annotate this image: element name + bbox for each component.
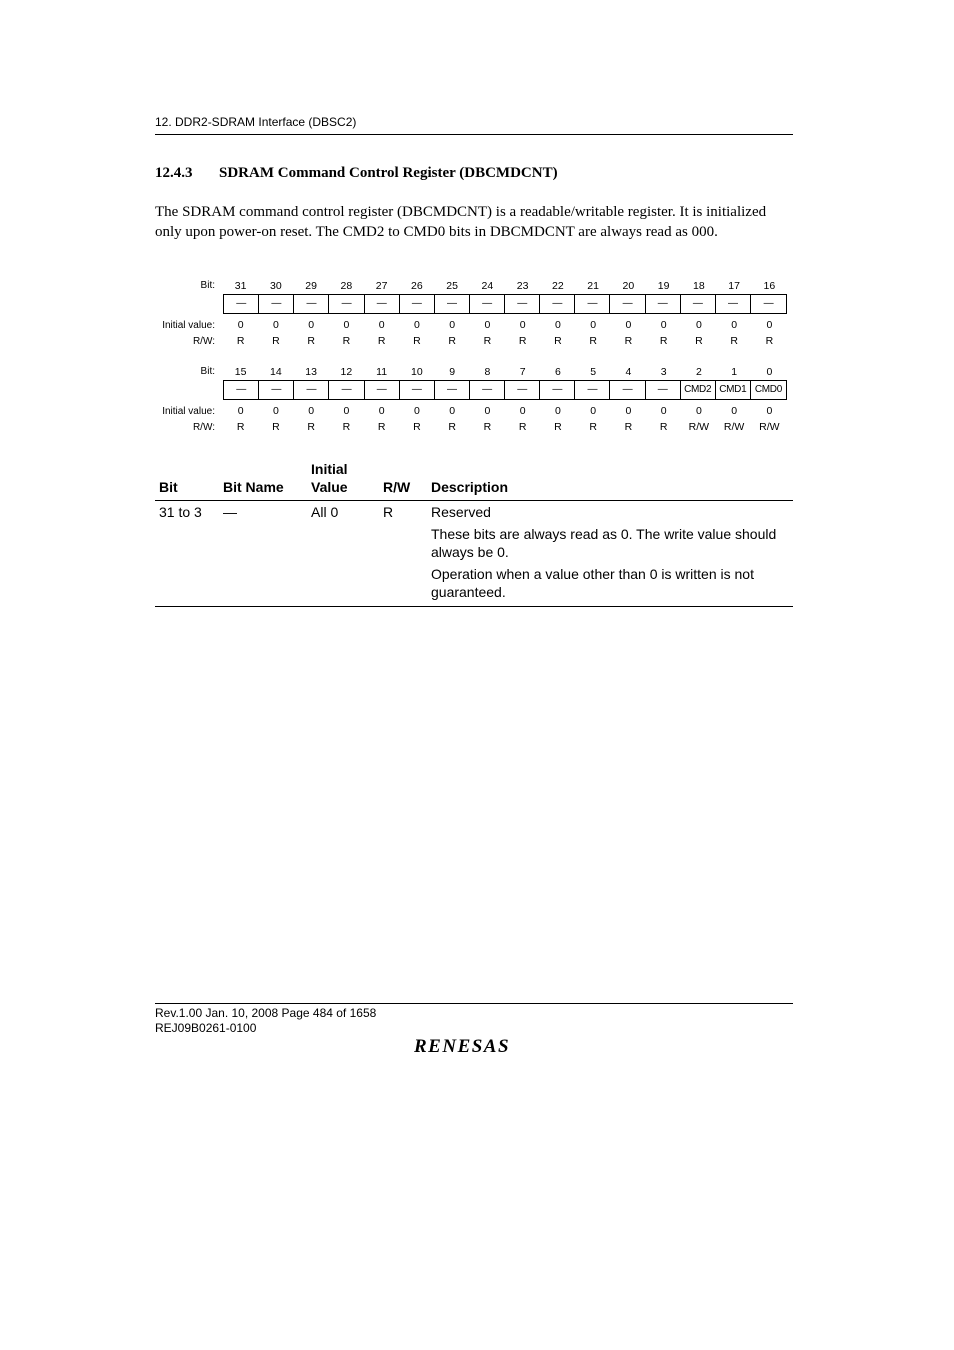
rw-value: R xyxy=(730,335,738,347)
initial-value: 0 xyxy=(731,405,738,417)
rw-value: R xyxy=(659,421,668,433)
bit-number: 12 xyxy=(340,366,353,378)
rw-value: R xyxy=(589,335,597,347)
initial-value-label: Initial value: xyxy=(162,320,215,331)
initial-value: 0 xyxy=(695,319,702,331)
bit-name-cell: — xyxy=(435,295,470,313)
rw-value: R xyxy=(659,335,668,347)
initial-value: 0 xyxy=(731,319,738,331)
initial-value: 0 xyxy=(554,319,561,331)
bit-name-cell: — xyxy=(224,295,259,313)
bit-name-cell: — xyxy=(329,381,364,399)
initial-value: 0 xyxy=(660,319,667,331)
rw-value: R xyxy=(518,335,527,347)
rw-value: R xyxy=(624,421,633,433)
rw-value: R xyxy=(624,335,633,347)
bit-name-cell: — xyxy=(505,295,540,313)
bit-number: 10 xyxy=(411,366,423,378)
svg-text:RENESAS: RENESAS xyxy=(414,1036,511,1056)
header-rw: R/W xyxy=(383,479,411,495)
header-description: Description xyxy=(431,479,509,495)
initial-value: 0 xyxy=(413,319,420,331)
rw-value: R xyxy=(413,421,421,433)
bit-name-cell: — xyxy=(400,295,435,313)
rw-value: R xyxy=(483,421,492,433)
rw-label: R/W: xyxy=(192,422,215,433)
footer-doc-number: REJ09B0261-0100 xyxy=(155,1021,257,1035)
header-value: Value xyxy=(311,479,348,495)
bit-number: 29 xyxy=(305,280,317,292)
bit-number-row xyxy=(223,366,787,378)
bit-number: 1 xyxy=(731,366,738,378)
bit-name-cell: — xyxy=(224,381,259,399)
table-header-rule xyxy=(155,500,793,501)
header-initial: Initial xyxy=(311,461,348,477)
rw-value: R xyxy=(483,335,492,347)
initial-value: 0 xyxy=(413,405,420,417)
initial-value: 0 xyxy=(272,405,279,417)
bit-number: 4 xyxy=(625,366,632,378)
bit-name-cell: — xyxy=(540,381,575,399)
initial-value-row xyxy=(223,319,787,331)
bit-number: 18 xyxy=(693,280,705,292)
bit-number: 27 xyxy=(375,280,388,292)
rw-value: R/W xyxy=(688,421,710,433)
rw-value: R xyxy=(413,335,421,347)
bit-name-cell: — xyxy=(610,381,645,399)
register-diagram-lower xyxy=(155,366,795,436)
bit-number: 17 xyxy=(728,280,740,292)
bit-name-cell: — xyxy=(259,295,294,313)
rw-value: R xyxy=(695,335,703,347)
bit-name-row xyxy=(223,380,787,400)
row-description-title: Reserved xyxy=(431,504,491,520)
bit-name-cell: — xyxy=(365,381,400,399)
bit-name-cell: — xyxy=(646,381,681,399)
initial-value: 0 xyxy=(308,405,315,417)
rw-value: R xyxy=(307,421,315,433)
initial-value-label: Initial value: xyxy=(162,406,215,417)
bit-name-cell: — xyxy=(716,295,751,313)
rw-value: R xyxy=(236,421,245,433)
bit-number: 31 xyxy=(234,280,247,292)
bit-number: 28 xyxy=(340,280,353,292)
rw-value: R xyxy=(448,421,456,433)
row-bit: 31 to 3 xyxy=(159,504,202,520)
bit-number: 15 xyxy=(234,366,247,378)
rw-value: R xyxy=(554,335,562,347)
bit-name-cell: — xyxy=(681,295,716,313)
bit-name-cell: — xyxy=(329,295,364,313)
section-number: 12.4.3 xyxy=(155,165,193,181)
initial-value: 0 xyxy=(519,405,526,417)
bit-number: 20 xyxy=(622,280,635,292)
initial-value: 0 xyxy=(484,319,491,331)
initial-value: 0 xyxy=(519,319,526,331)
initial-value: 0 xyxy=(484,405,491,417)
initial-value: 0 xyxy=(766,405,773,417)
table-bottom-rule xyxy=(155,606,793,607)
running-header: 12. DDR2-SDRAM Interface (DBSC2) xyxy=(155,115,357,129)
bit-label: Bit: xyxy=(200,280,215,291)
initial-value: 0 xyxy=(625,405,632,417)
bit-number: 21 xyxy=(587,280,599,292)
rw-value: R/W xyxy=(759,421,780,433)
rw-row xyxy=(223,421,787,433)
bit-number: 7 xyxy=(519,366,526,378)
bit-name-cell: — xyxy=(400,381,435,399)
initial-value: 0 xyxy=(625,319,632,331)
section-title xyxy=(155,165,558,182)
bit-label: Bit: xyxy=(200,366,215,377)
bit-name-cell: — xyxy=(575,295,610,313)
rw-value: R xyxy=(342,335,351,347)
intro-paragraph xyxy=(155,202,793,242)
bit-name-cell: — xyxy=(470,381,505,399)
bit-number: 11 xyxy=(376,366,388,378)
rw-value: R xyxy=(377,335,386,347)
bit-number: 13 xyxy=(305,366,317,378)
bit-name-cell: — xyxy=(294,295,329,313)
bit-number-row xyxy=(223,280,787,292)
bit-name-cell: — xyxy=(575,381,610,399)
bit-number: 6 xyxy=(554,366,561,378)
rw-value: R xyxy=(272,335,280,347)
rw-value: R xyxy=(518,421,527,433)
initial-value: 0 xyxy=(237,405,244,417)
bit-name-cell-cmd1: CMD1 xyxy=(716,381,751,399)
bit-name-cell: — xyxy=(505,381,540,399)
initial-value: 0 xyxy=(343,405,350,417)
rw-value: R xyxy=(342,421,351,433)
rw-value: R xyxy=(377,421,386,433)
initial-value: 0 xyxy=(449,319,456,331)
footer-rule xyxy=(155,1003,793,1004)
bit-number: 0 xyxy=(766,366,773,378)
header-bit-name: Bit Name xyxy=(223,479,284,495)
initial-value: 0 xyxy=(378,405,385,417)
bit-number: 30 xyxy=(270,280,282,292)
bit-name-cell-cmd2: CMD2 xyxy=(681,381,716,399)
register-diagram-upper xyxy=(155,280,795,350)
initial-value: 0 xyxy=(237,319,244,331)
bit-name-row xyxy=(223,294,787,314)
bit-name-cell-cmd0: CMD0 xyxy=(754,384,782,395)
section-heading: SDRAM Command Control Register (DBCMDCNT) xyxy=(219,165,558,181)
rw-value: R xyxy=(272,421,280,433)
rw-value: R xyxy=(589,421,597,433)
initial-value-row xyxy=(223,405,787,417)
initial-value: 0 xyxy=(308,319,315,331)
renesas-logo xyxy=(414,1036,534,1061)
initial-value: 0 xyxy=(695,405,702,417)
bit-number: 19 xyxy=(657,280,670,292)
header-bit: Bit xyxy=(159,479,178,495)
initial-value: 0 xyxy=(449,405,456,417)
initial-value: 0 xyxy=(590,405,597,417)
rw-value: R xyxy=(236,335,245,347)
bit-number: 22 xyxy=(552,280,564,292)
bit-number: 5 xyxy=(590,366,597,378)
row-initial: All 0 xyxy=(311,504,339,520)
bit-number: 14 xyxy=(270,366,282,378)
rw-value: R xyxy=(307,335,315,347)
bit-name-cell: — xyxy=(259,381,294,399)
bit-number: 23 xyxy=(516,280,529,292)
rw-row xyxy=(223,335,787,347)
bit-name-cell: — xyxy=(610,295,645,313)
rw-value: R xyxy=(765,335,774,347)
bit-name-cell: — xyxy=(365,295,400,313)
bit-number: 16 xyxy=(763,280,776,292)
header-rule xyxy=(155,134,793,135)
initial-value: 0 xyxy=(343,319,350,331)
initial-value: 0 xyxy=(378,319,385,331)
renesas-logo-icon xyxy=(414,1036,534,1056)
row-description-line: These bits are always read as 0. The write value should always be 0. xyxy=(431,526,777,560)
bit-name-cell: — xyxy=(540,295,575,313)
initial-value: 0 xyxy=(272,319,279,331)
bit-name-cell: — xyxy=(646,295,681,313)
bit-name-cell: — xyxy=(763,298,774,309)
bit-number: 26 xyxy=(411,280,423,292)
rw-value: R/W xyxy=(723,421,745,433)
bit-name-cell: — xyxy=(294,381,329,399)
initial-value: 0 xyxy=(554,405,561,417)
initial-value: 0 xyxy=(766,319,773,331)
rw-label: R/W: xyxy=(192,336,215,347)
rw-value: R xyxy=(554,421,562,433)
bit-name-cell: — xyxy=(470,295,505,313)
bit-number: 3 xyxy=(660,366,667,378)
row-description-line: Operation when a value other than 0 is written is not guaranteed. xyxy=(431,566,754,600)
initial-value: 0 xyxy=(660,405,667,417)
bit-name-cell: — xyxy=(435,381,470,399)
bit-number: 25 xyxy=(446,280,458,292)
initial-value: 0 xyxy=(590,319,597,331)
bit-number: 8 xyxy=(484,366,491,378)
row-rw: R xyxy=(383,504,394,520)
bit-number: 9 xyxy=(449,366,456,378)
bit-number: 2 xyxy=(695,366,702,378)
footer-revision: Rev.1.00 Jan. 10, 2008 Page 484 of 1658 xyxy=(155,1006,377,1020)
row-bit-name: — xyxy=(223,504,237,520)
rw-value: R xyxy=(448,335,456,347)
bit-number: 24 xyxy=(481,280,494,292)
intro-text: The SDRAM command control register (DBCMDCNT) is a readable/writable register. It is initialized only upon power-on reset. The CMD2 to CMD0 bits in DBCMDCNT are always read as 000. xyxy=(155,204,767,240)
